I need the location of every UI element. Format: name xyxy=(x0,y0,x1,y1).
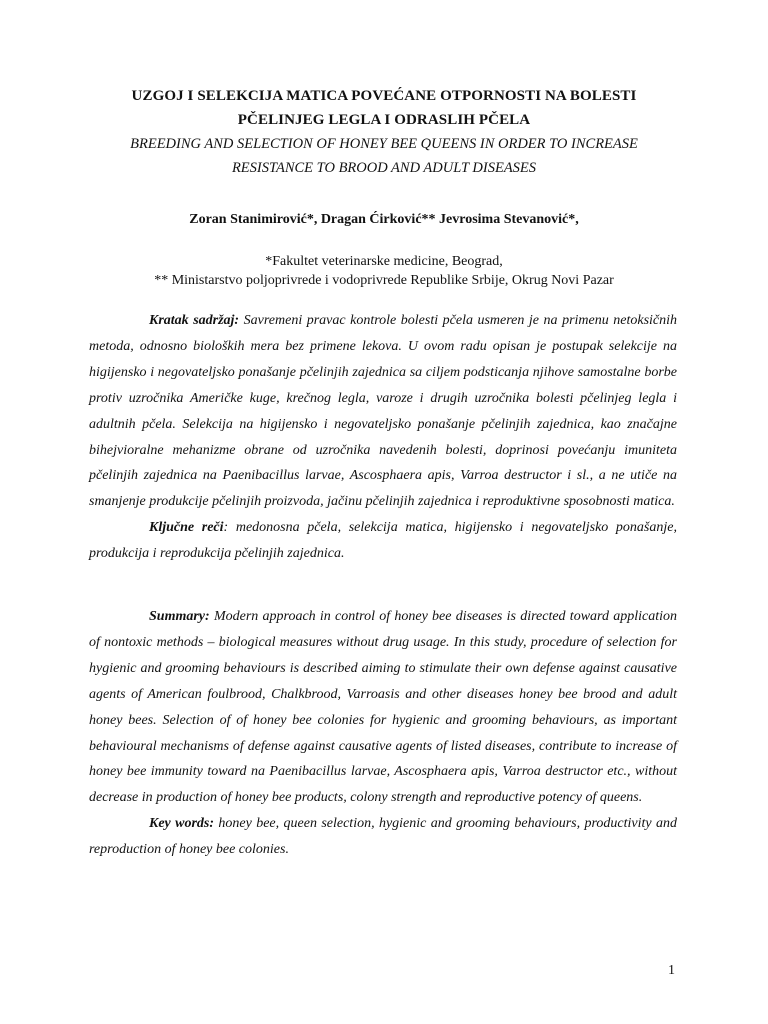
affiliation-1: *Fakultet veterinarske medicine, Beograd, xyxy=(265,254,503,269)
keywords-serbian-text: : medonosna pčela, selekcija matica, higijensko i negovateljsko ponašanje, produkcija i reprodukcija pčelinjih zajednica. xyxy=(89,520,677,562)
abstract-english xyxy=(89,604,677,863)
title-serbian-line-2: PČELINJEG LEGLA I ODRASLIH PČELA xyxy=(237,112,531,128)
keywords-serbian-label: Ključne reči xyxy=(149,520,224,536)
abstract-english-paragraph xyxy=(89,604,677,811)
abstract-english-text: Modern approach in control of honey bee diseases is directed toward application of nontoxic methods – biological measures without drug usage. In this study, procedure of selection for hygienic and grooming behaviours is described aiming to stimulate their own defense against causative agents of American foulbrood, Chalkbrood, Varroasis and other diseases honey bee brood and adult honey bees. Selection of of honey bee colonies for hygienic and grooming behaviours, as important behavioural mechanisms of defense against causative agents of listed diseases, contribute to increase of honey bee immunity toward na Paenibacillus larvae, Ascosphaera apis, Varroa destructor etc., without decrease in production of honey bee products, colony strength and reproductive potency of queens. xyxy=(89,609,677,806)
keywords-english-label: Key words: xyxy=(149,816,215,832)
title-block xyxy=(60,84,708,180)
keywords-english-text: honey bee, queen selection, hygienic and grooming behaviours, productivity and reproduction of honey bee colonies. xyxy=(89,816,678,858)
keywords-english xyxy=(89,811,677,863)
title-english-line-2: RESISTANCE TO BROOD AND ADULT DISEASES xyxy=(231,160,537,176)
abstract-serbian xyxy=(89,308,677,567)
authors: Zoran Stanimirović*, Dragan Ćirković** Jevrosima Stevanović*, xyxy=(189,212,579,227)
title-serbian-line-1: UZGOJ I SELEKCIJA MATICA POVEĆANE OTPORNOSTI NA BOLESTI xyxy=(131,88,637,104)
abstract-serbian-label: Kratak sadržaj: xyxy=(149,313,240,328)
abstract-serbian-text: Savremeni pravac kontrole bolesti pčela usmeren je na primenu netoksičnih metoda, odnosno bioloških mera bez primene lekova. U ovom radu opisan je postupak selekcije na higijensko i negovateljsko ponašanje pčelinjih zajednica sa ciljem podsticanja njihove samostalne borbe protiv uzročnika Američke kuge, krečnog legla, varoze i drugih uzročnika bolesti pčelinjeg legla i adultnih pčela. Selekcija na higijensko i negovateljsko ponašanje pčelinjih zajednica, kao značajne bihejvioralne mehanizme obrane od uzročnika navedenih bolesti, doprinosi povećanju imuniteta pčelinjih zajednica na Paenibacillus larvae, Ascosphaera apis, Varroa destructor i sl., a ne utiče na smanjenje produkcije pčelinjih proizvoda, jačinu pčelinjih zajednica i reproduktivne sposobnosti matica. xyxy=(89,313,678,510)
abstract-serbian-paragraph xyxy=(89,308,677,515)
abstract-english-label: Summary: xyxy=(149,609,210,624)
affiliation-2: ** Ministarstvo poljoprivrede i vodoprivrede Republike Srbije, Okrug Novi Pazar xyxy=(154,273,614,288)
page-number: 1 xyxy=(668,963,675,978)
keywords-serbian xyxy=(89,515,677,567)
affiliations xyxy=(40,252,728,290)
title-english-line-1: BREEDING AND SELECTION OF HONEY BEE QUEENS IN ORDER TO INCREASE xyxy=(130,136,638,152)
